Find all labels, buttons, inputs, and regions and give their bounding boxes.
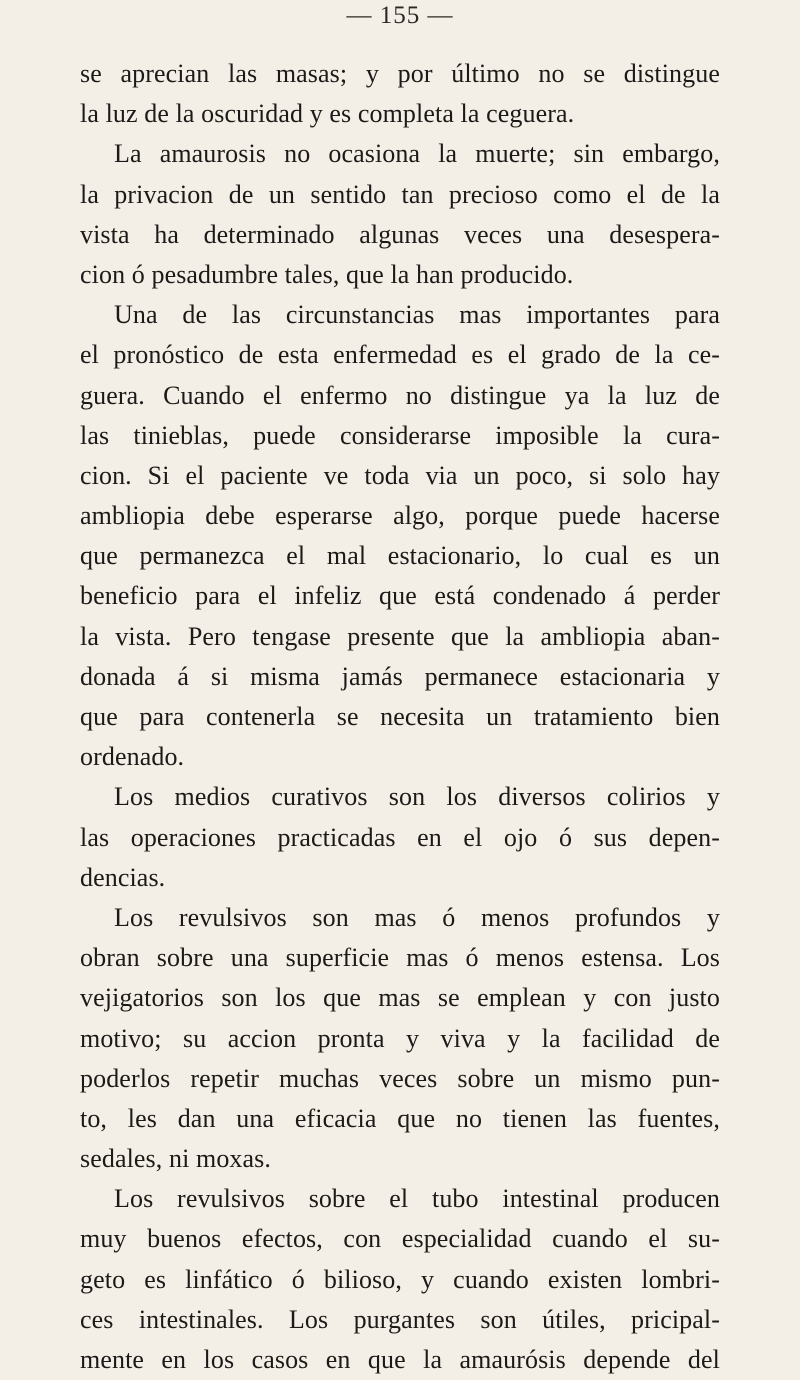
text-line: el pronóstico de esta enfermedad es el grado de la ce- [80, 340, 720, 370]
text-line: motivo; su accion pronta y viva y la facilidad de [80, 1023, 720, 1053]
text-line: obran sobre una superficie mas ó menos estensa. Los [80, 943, 720, 973]
page-number: — 155 — [346, 2, 454, 29]
text-line: guera. Cuando el enfermo no distingue ya la luz de [80, 380, 720, 410]
text-line: la luz de la oscuridad y es completa la ceguera. [80, 99, 575, 129]
text-line: se aprecian las masas; y por último no se distingue [80, 59, 720, 88]
body-text [80, 54, 720, 1380]
text-line: las operaciones practicadas en el ojo ó sus depen- [80, 822, 720, 852]
text-line: vejigatorios son los que mas se emplean y con justo [80, 983, 720, 1013]
text-line: mente en los casos en que la amaurósis depende del [80, 1345, 720, 1374]
text-line: Los revulsivos sobre el tubo intestinal producen [114, 1184, 720, 1214]
text-line: que permanezca el mal estacionario, lo cual es un [80, 541, 720, 571]
text-line: poderlos repetir muchas veces sobre un mismo pun- [80, 1063, 720, 1093]
text-line: La amaurosis no ocasiona la muerte; sin embargo, [114, 139, 720, 169]
text-line: geto es linfático ó bilioso, y cuando existen lombri- [80, 1264, 720, 1294]
text-line: la privacion de un sentido tan precioso como el de la [80, 179, 720, 209]
text-line: cion ó pesadumbre tales, que la han producido. [80, 259, 574, 289]
text-line: ordenado. [80, 742, 185, 772]
text-line: cion. Si el paciente ve toda via un poco, si solo hay [80, 460, 720, 490]
text-line: to, les dan una eficacia que no tienen las fuentes, [80, 1103, 720, 1133]
text-line: las tinieblas, puede considerarse imposible la cura- [80, 420, 720, 450]
text-line: que para contenerla se necesita un tratamiento bien [80, 702, 720, 731]
text-line: sedales, ni moxas. [80, 1144, 271, 1174]
text-line: beneficio para el infeliz que está condenado á perder [80, 581, 720, 611]
text-line: vista ha determinado algunas veces una desespera- [80, 219, 720, 249]
text-line: dencias. [80, 862, 166, 892]
text-line: Los medios curativos son los diversos colirios y [114, 782, 720, 812]
text-line: ces intestinales. Los purgantes son útiles, pricipal- [80, 1304, 720, 1334]
text-line: Una de las circunstancias mas importantes para [114, 300, 720, 330]
text-line: Los revulsivos son mas ó menos profundos y [114, 902, 720, 932]
text-line: muy buenos efectos, con especialidad cuando el su- [80, 1224, 720, 1254]
text-line: la vista. Pero tengase presente que la ambliopia aban- [80, 621, 720, 651]
text-line: donada á si misma jamás permanece estacionaria y [80, 661, 720, 691]
text-line: ambliopia debe esperarse algo, porque puede hacerse [80, 501, 720, 531]
